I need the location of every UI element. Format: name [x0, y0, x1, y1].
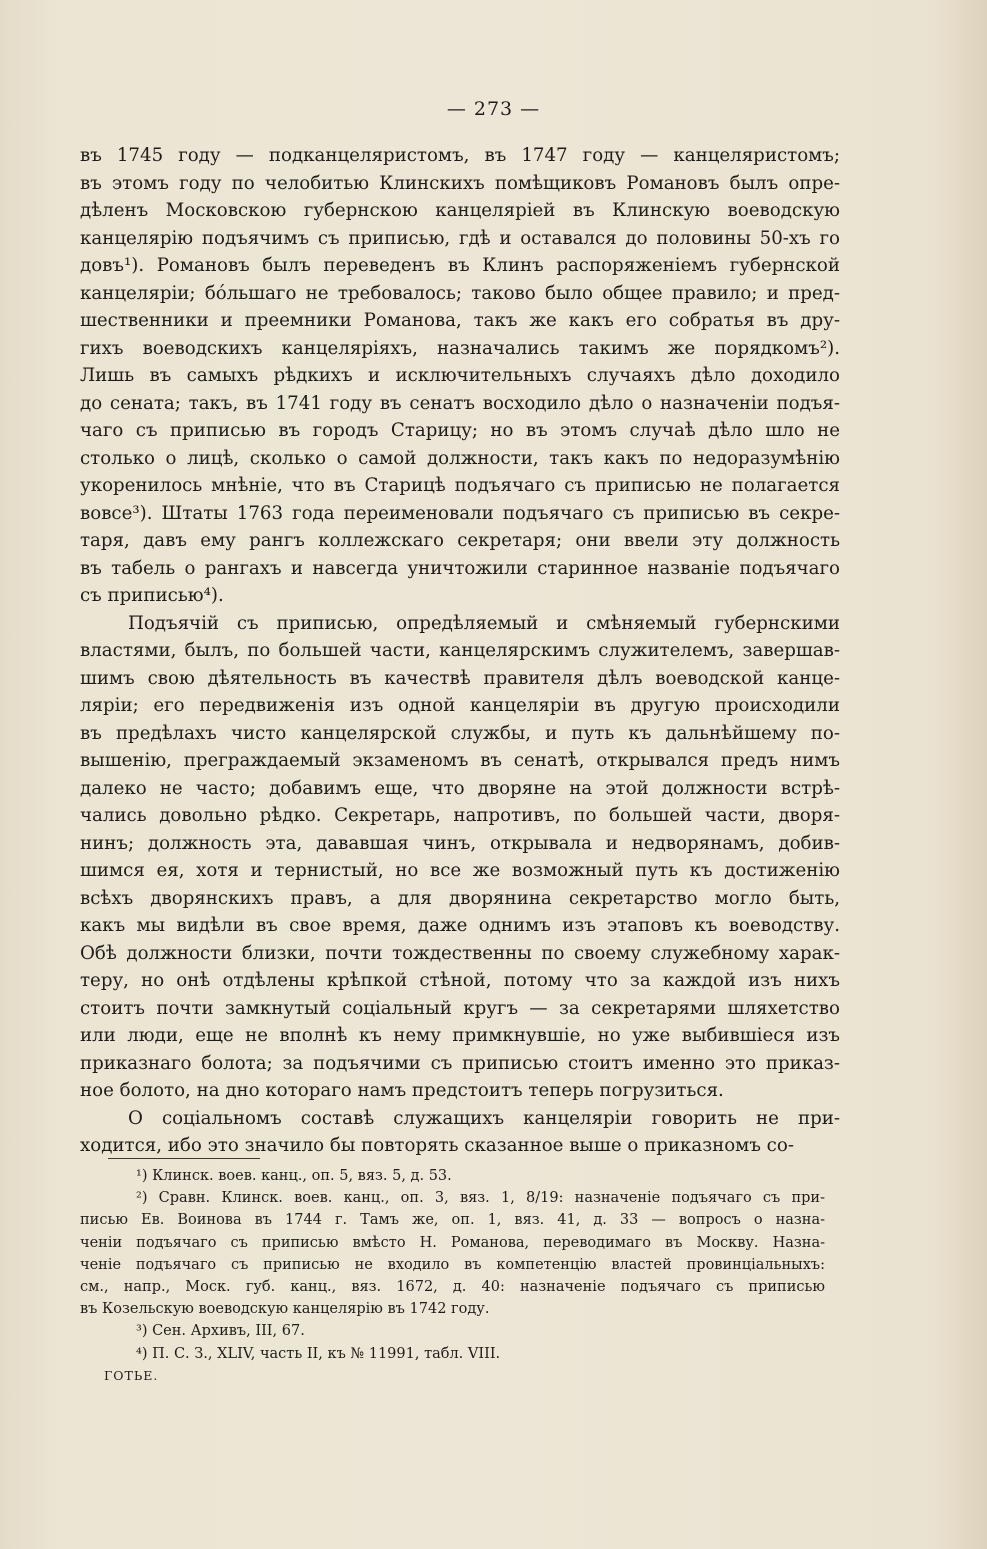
signature-mark: ГОТЬЕ. [104, 1368, 159, 1383]
footnote-line: ⁴) П. С. З., XLIV, часть II, къ № 11991, табл. VIII. [136, 1345, 501, 1362]
text-line: въ предѣлахъ чисто канцелярской службы, и путь къ дальнѣйшему по- [80, 722, 840, 744]
footnote-line: ¹) Клинск. воев. канц., оп. 5, вяз. 5, д. 53. [136, 1168, 452, 1184]
text-line: съ приписью⁴). [80, 585, 224, 606]
footnote-line: въ Козельскую воеводскую канцелярію въ 1742 году. [80, 1301, 490, 1318]
text-line: въ табель о рангахъ и навсегда уничтожили старинное названіе подъячаго [80, 557, 840, 579]
text-line: шественники и преемники Романова, такъ же какъ его собратья въ дру- [80, 310, 840, 331]
text-line: ляріи; его передвиженія изъ одной канцеляріи въ другую происходили [80, 695, 840, 716]
text-line: дѣленъ Московскою губернскою канцеляріей въ Клинскую воеводскую [80, 200, 840, 221]
footnote-line: ченіи подъячаго съ приписью вмѣсто Н. Романова, переводимаго въ Москву. Назна- [80, 1234, 825, 1251]
footnote-line: см., напр., Моск. губ. канц., вяз. 1672, д. 40: назначеніе подъячаго съ приписью [80, 1279, 825, 1296]
footnote-line: ²) Сравн. Клинск. воев. канц., оп. 3, вяз. 1, 8/19: назначеніе подъячаго съ при- [136, 1190, 825, 1207]
text-line: укоренилось мнѣніе, что въ Старицѣ подъячаго съ приписью не полагается [80, 475, 840, 496]
page-number: — 273 — [446, 98, 541, 120]
text-line: властями, былъ, по большей части, канцелярскимъ служителемъ, завершав- [80, 640, 840, 661]
text-line: теру, но онѣ отдѣлены крѣпкой стѣной, потому что за каждой изъ нихъ [80, 970, 840, 991]
text-line: до сената; такъ, въ 1741 году въ сенатъ восходило дѣло о назначеніи подъя- [80, 392, 840, 414]
text-line: Подъячій съ приписью, опредѣляемый и смѣняемый губернскими [128, 612, 840, 634]
text-line: всѣхъ дворянскихъ правъ, а для дворянина секретарство могло быть, [80, 887, 840, 909]
text-line: нинъ; должность эта, дававшая чинъ, открывала и недворянамъ, добив- [80, 832, 840, 854]
text-line: довъ¹). Романовъ былъ переведенъ въ Клинъ распоряженіемъ губернской [80, 255, 840, 276]
text-line: столько о лицѣ, сколько о самой должности, такъ какъ по недоразумѣнію [80, 447, 840, 469]
text-line: чались довольно рѣдко. Секретарь, напротивъ, по большей части, дворя- [80, 805, 840, 826]
footnote-line: ченіе подъячаго съ приписью не входило въ компетенцію властей провинціальныхъ: [80, 1256, 825, 1273]
text-line: или люди, еще не вполнѣ къ нему примкнувшіе, но уже выбившіеся изъ [80, 1025, 840, 1046]
footnotes [80, 1165, 825, 1365]
text-line: въ 1745 году — подканцеляристомъ, въ 1747 году — канцеляристомъ; [80, 145, 840, 166]
main-text [80, 142, 840, 1160]
text-line: шимъ свою дѣятельность въ качествѣ правителя дѣлъ воеводской канце- [80, 667, 840, 689]
text-line: гихъ воеводскихъ канцеляріяхъ, назначались такимъ же порядкомъ²). [80, 337, 840, 359]
text-line: чаго съ приписью въ городъ Старицу; но въ этомъ случаѣ дѣло шло не [80, 420, 840, 441]
text-line: вышенію, преграждаемый экзаменомъ въ сенатѣ, открывался предъ нимъ [80, 750, 840, 771]
text-line: канцеляріи; бо́льшаго не требовалось; таково было общее правило; и пред- [80, 282, 840, 304]
text-line: стоитъ почти замкнутый соціальный кругъ — за секретарями шляхетство [80, 997, 840, 1019]
text-line: таря, давъ ему рангъ коллежскаго секретаря; они ввели эту должность [80, 530, 840, 551]
text-line: далеко не часто; добавимъ еще, что дворяне на этой должности встрѣ- [80, 777, 840, 799]
text-line: вовсе³). Штаты 1763 года переименовали подъячаго съ приписью въ секре- [80, 502, 840, 524]
text-line: Обѣ должности близки, почти тождественны по своему служебному харак- [80, 942, 840, 964]
text-line: ходится, ибо это значило бы повторять сказанное выше о приказномъ со- [80, 1135, 794, 1156]
text-line: ное болото, на дно котораго намъ предстоитъ теперь погрузиться. [80, 1080, 724, 1101]
text-line: О соціальномъ составѣ служащихъ канцеляріи говорить не при- [128, 1107, 840, 1129]
text-line: приказнаго болота; за подъячими съ приписью стоитъ именно это приказ- [80, 1052, 840, 1074]
footnote-line: писью Ев. Воинова въ 1744 г. Тамъ же, оп. 1, вяз. 41, д. 33 — вопросъ о назна- [80, 1212, 825, 1229]
text-line: Лишь въ самыхъ рѣдкихъ и исключительныхъ случаяхъ дѣло доходило [80, 365, 840, 386]
text-line: шимся ея, хотя и тернистый, но все же возможный путь къ достиженію [80, 860, 840, 881]
text-line: канцелярію подъячимъ съ приписью, гдѣ и оставался до половины 50-хъ го [80, 227, 840, 249]
text-line: какъ мы видѣли въ свое время, даже однимъ изъ этаповъ къ воеводству. [80, 915, 840, 936]
text-line: въ этомъ году по челобитью Клинскихъ помѣщиковъ Романовъ былъ опре- [80, 172, 840, 194]
footnote-divider [108, 1158, 260, 1159]
footnote-line: ³) Сен. Архивъ, III, 67. [136, 1323, 305, 1340]
